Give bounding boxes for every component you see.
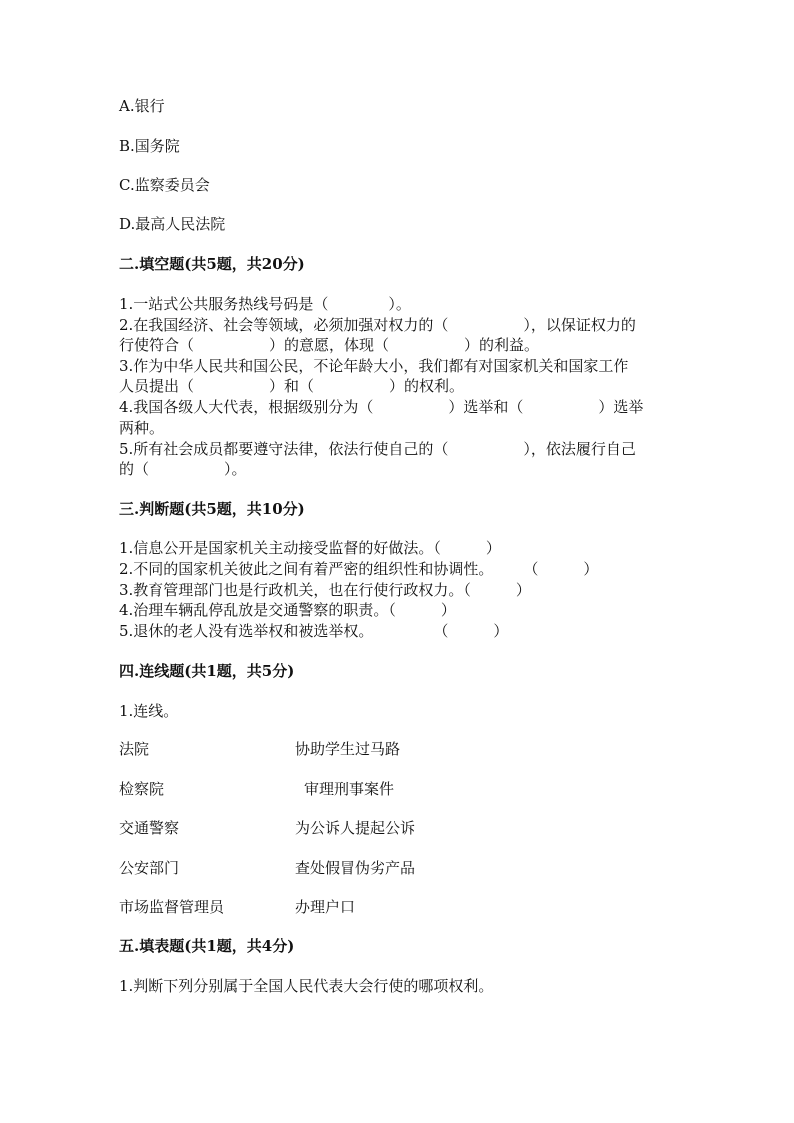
- option-d: D.最高人民法院: [119, 215, 226, 233]
- fill-blank-line: 行使符合（ ）的意愿，体现（ ）的利益。: [119, 336, 540, 354]
- fill-blank-line: 两种。: [119, 419, 165, 437]
- matching-right-item: 为公诉人提起公诉: [295, 819, 416, 837]
- fill-blank-line: 的（ ）。: [119, 460, 247, 478]
- fill-blank-line: 5.所有社会成员都要遵守法律，依法行使自己的（ ），依法履行自己: [119, 440, 636, 458]
- matching-left-item: 市场监督管理员: [119, 898, 225, 916]
- fill-blank-line: 4.我国各级人大代表，根据级别分为（ ）选举和（ ）选举: [119, 398, 644, 416]
- matching-left-item: 法院: [119, 740, 150, 758]
- true-false-line: 4.治理车辆乱停乱放是交通警察的职责。（ ）: [119, 601, 456, 619]
- fill-blank-line: 人员提出（ ）和（ ）的权利。: [119, 377, 465, 395]
- matching-intro: 1.连线。: [119, 702, 179, 720]
- table-intro: 1.判断下列分别属于全国人民代表大会行使的哪项权利。: [119, 977, 494, 995]
- fill-blank-line: 3.作为中华人民共和国公民，不论年龄大小，我们都有对国家机关和国家工作: [119, 357, 629, 375]
- fill-blank-line: 1.一站式公共服务热线号码是（ ）。: [119, 295, 411, 313]
- true-false-line: 1.信息公开是国家机关主动接受监督的好做法。（ ）: [119, 539, 501, 557]
- matching-left-item: 检察院: [119, 780, 165, 798]
- matching-left-item: 交通警察: [119, 819, 180, 837]
- fill-blank-line: 2.在我国经济、社会等领域，必须加强对权力的（ ），以保证权力的: [119, 316, 636, 334]
- section-heading-matching: 四.连线题(共1题，共5分): [119, 662, 295, 680]
- matching-right-item: 审理刑事案件: [304, 780, 395, 798]
- matching-right-item: 查处假冒伪劣产品: [295, 859, 416, 877]
- option-a: A.银行: [119, 97, 165, 115]
- matching-right-item: 协助学生过马路: [295, 740, 401, 758]
- section-heading-table: 五.填表题(共1题，共4分): [119, 937, 295, 955]
- section-heading-fill-blank: 二.填空题(共5题，共20分): [119, 255, 305, 273]
- matching-left-item: 公安部门: [119, 859, 180, 877]
- true-false-line: 5.退休的老人没有选举权和被选举权。 （ ）: [119, 622, 509, 640]
- true-false-line: 3.教育管理部门也是行政机关，也在行使行政权力。（ ）: [119, 581, 531, 599]
- section-heading-true-false: 三.判断题(共5题，共10分): [119, 500, 305, 518]
- matching-right-item: 办理户口: [295, 898, 356, 916]
- option-b: B.国务院: [119, 137, 180, 155]
- option-c: C.监察委员会: [119, 176, 210, 194]
- true-false-line: 2.不同的国家机关彼此之间有着严密的组织性和协调性。 （ ）: [119, 560, 599, 578]
